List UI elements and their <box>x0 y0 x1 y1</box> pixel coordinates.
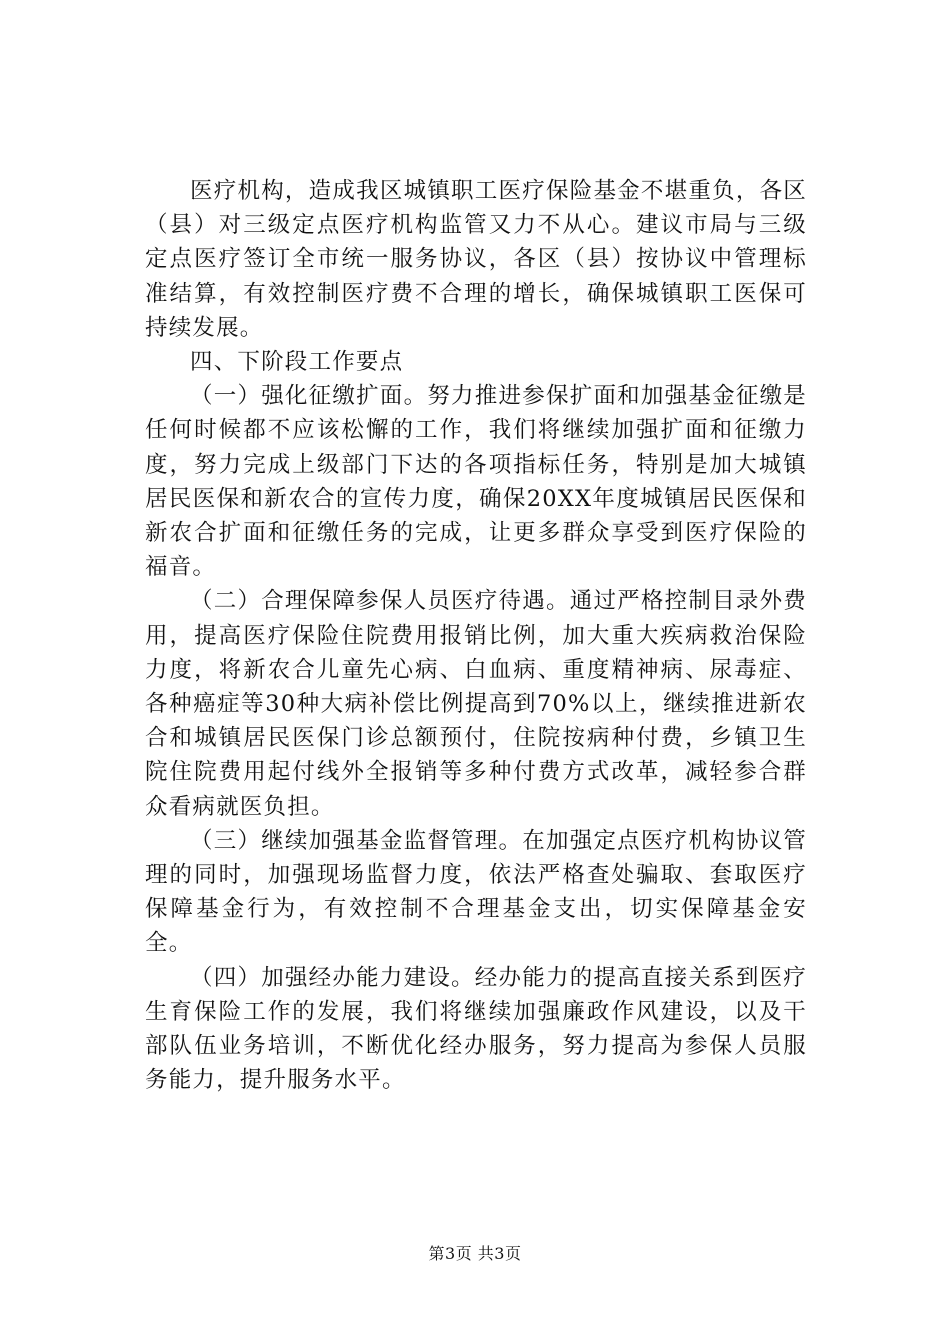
paragraph-item-2: （二）合理保障参保人员医疗待遇。通过严格控制目录外费用，提高医疗保险住院费用报销比例，加大重大疾病救治保险力度，将新农合儿童先心病、白血病、重度精神病、尿毒症、各种癌症等30种大病补偿比例提高到70%以上，继续推进新农合和城镇居民医保门诊总额预付，住院按病种付费，乡镇卫生院住院费用起付线外全报销等多种付费方式改革，减轻参合群众看病就医负担。 <box>145 588 807 820</box>
document-body <box>145 174 807 1097</box>
section-heading: 四、下阶段工作要点 <box>190 349 404 376</box>
paragraph-continuation: 医疗机构，造成我区城镇职工医疗保险基金不堪重负，各区（县）对三级定点医疗机构监管又力不从心。建议市局与三级定点医疗签订全市统一服务协议，各区（县）按协议中管理标准结算，有效控制医疗费不合理的增长，确保城镇职工医保可持续发展。 <box>145 178 807 341</box>
paragraph-item-3: （三）继续加强基金监督管理。在加强定点医疗机构协议管理的同时，加强现场监督力度，依法严格查处骗取、套取医疗保障基金行为，有效控制不合理基金支出，切实保障基金安全。 <box>145 827 807 957</box>
paragraph-item-4: （四）加强经办能力建设。经办能力的提高直接关系到医疗生育保险工作的发展，我们将继续加强廉政作风建设，以及干部队伍业务培训，不断优化经办服务，努力提高为参保人员服务能力，提升服务水平。 <box>145 964 807 1094</box>
page-footer: 第3页 共3页 <box>428 1244 522 1263</box>
paragraph-item-1: （一）强化征缴扩面。努力推进参保扩面和加强基金征缴是任何时候都不应该松懈的工作，我们将继续加强扩面和征缴力度，努力完成上级部门下达的各项指标任务，特别是加大城镇居民医保和新农合的宣传力度，确保20XX年度城镇居民医保和新农合扩面和征缴任务的完成，让更多群众享受到医疗保险的福音。 <box>145 383 807 581</box>
